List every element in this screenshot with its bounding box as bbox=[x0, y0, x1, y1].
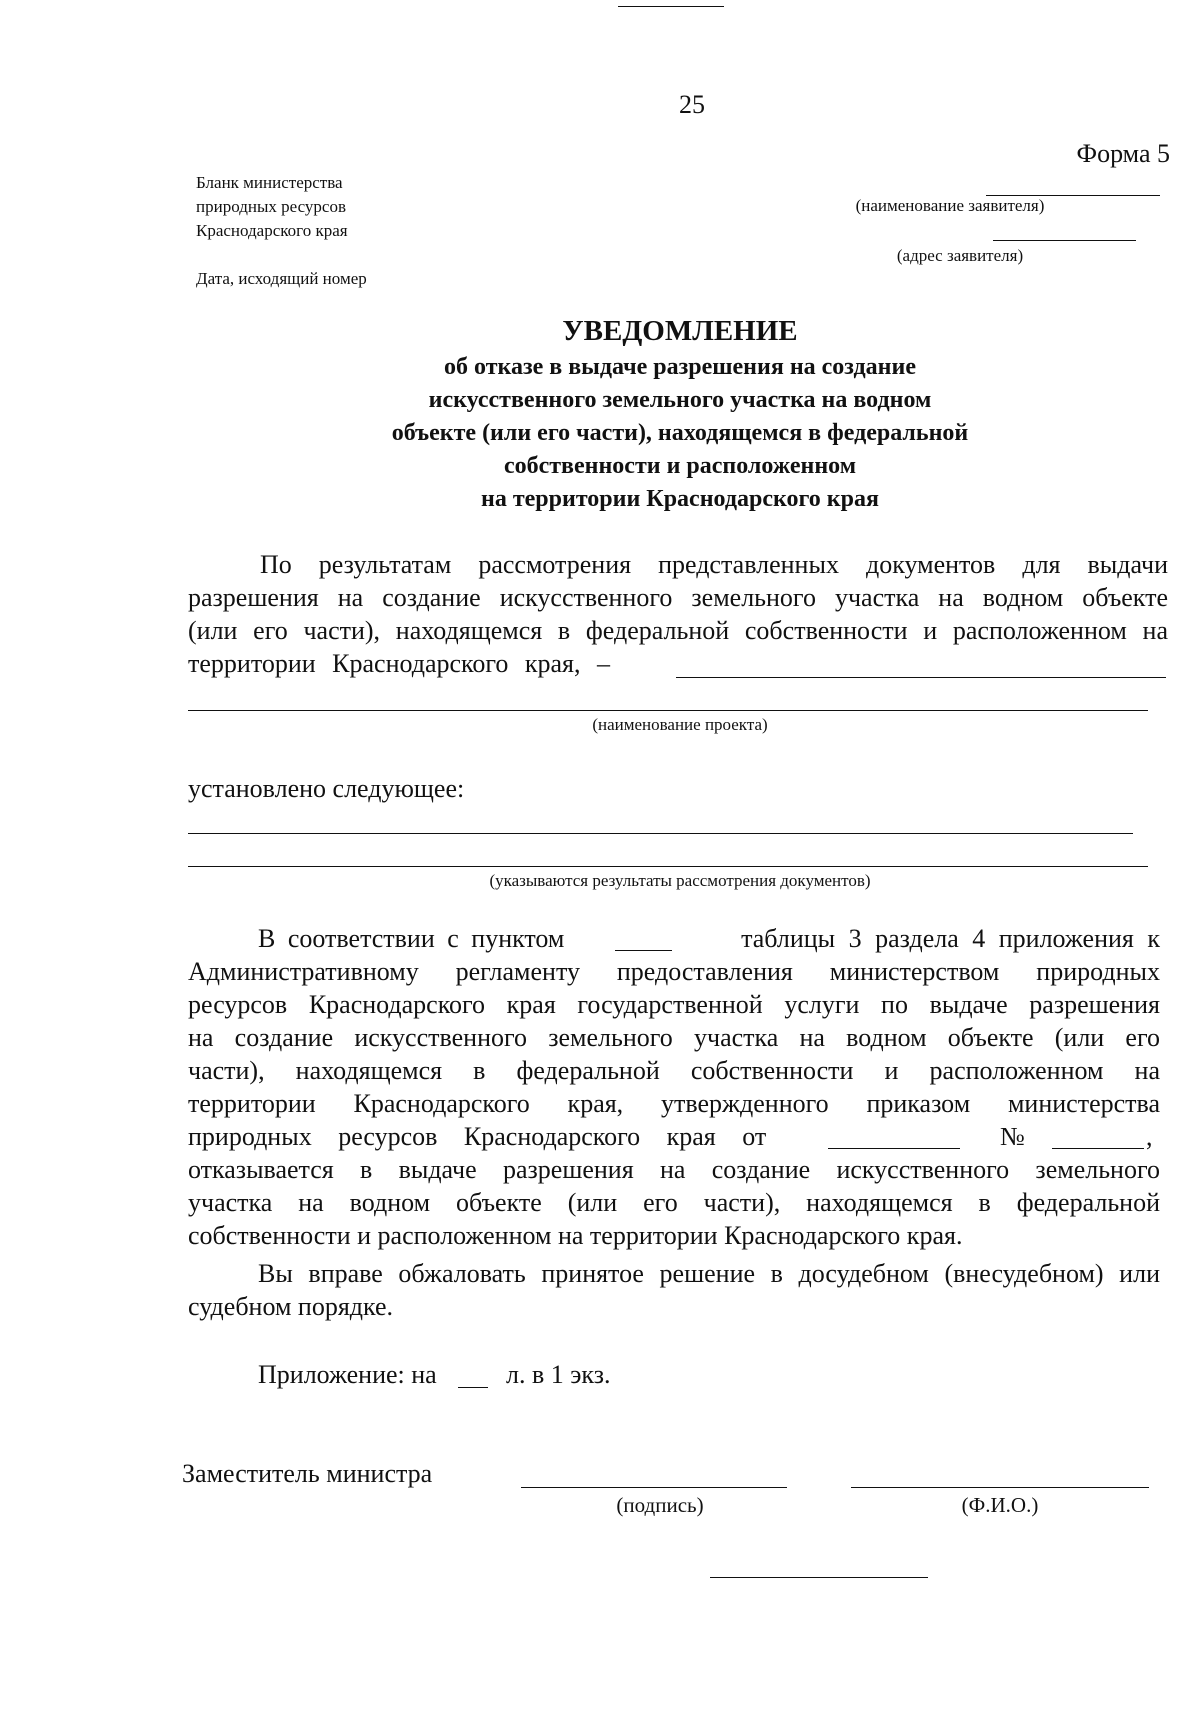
decision-line-7-start: природных ресурсов Краснодарского края от bbox=[188, 1122, 767, 1151]
subtitle-line-2: искусственного земельного участка на водном bbox=[428, 387, 932, 413]
decision-line-4: на создание искусственного земельного участка на водном объекте (или его bbox=[188, 1023, 1160, 1052]
results-line-1 bbox=[188, 833, 1133, 834]
paragraph-appeal bbox=[188, 1257, 1160, 1323]
decision-line-9: участка на водном объекте (или его части), находящемся в федеральной bbox=[188, 1188, 1160, 1217]
project-name-line-2 bbox=[188, 710, 1148, 711]
attachment-suffix: л. в 1 экз. bbox=[506, 1360, 611, 1389]
review-line-3: (или его части), находящемся в федеральной собственности и расположенном на bbox=[188, 616, 1168, 645]
form-label: Форма 5 bbox=[1076, 139, 1170, 168]
review-line-4 bbox=[188, 647, 1168, 680]
decision-line-6: территории Краснодарского края, утвержденного приказом министерства bbox=[188, 1089, 1160, 1118]
attachment-pages-blank bbox=[458, 1387, 488, 1388]
review-line-2: разрешения на создание искусственного земельного участка на водном объекте bbox=[188, 583, 1168, 612]
decision-line-1 bbox=[188, 922, 1160, 955]
results-line-2 bbox=[188, 866, 1148, 867]
signature-line bbox=[521, 1487, 787, 1488]
project-name-line-1 bbox=[676, 677, 1166, 678]
results-caption: (указываются результаты рассмотрения документов) bbox=[489, 871, 871, 890]
notice-subtitle bbox=[250, 351, 1110, 516]
signatory-position: Заместитель министра bbox=[182, 1459, 433, 1488]
decision-line-7-comma: , bbox=[1146, 1122, 1153, 1151]
order-number-blank bbox=[1052, 1148, 1144, 1149]
subtitle-line-1: об отказе в выдаче разрешения на создание bbox=[444, 354, 916, 380]
notice-heading: УВЕДОМЛЕНИЕ bbox=[562, 315, 798, 347]
decision-line-1-start: В соответствии с пунктом bbox=[258, 924, 565, 953]
subtitle-line-5: на территории Краснодарского края bbox=[481, 486, 879, 512]
signature-caption: (подпись) bbox=[616, 1493, 704, 1517]
decision-line-1-end: таблицы 3 раздела 4 приложения к bbox=[741, 924, 1160, 953]
attachment-line bbox=[258, 1358, 758, 1391]
project-name-caption: (наименование проекта) bbox=[592, 715, 768, 734]
review-last-line: территории Краснодарского края, – bbox=[188, 649, 611, 678]
applicant-name-caption: (наименование заявителя) bbox=[855, 196, 1045, 215]
appeal-line-2: судебном порядке. bbox=[188, 1292, 394, 1321]
order-date-blank bbox=[828, 1148, 960, 1149]
full-name-line bbox=[851, 1487, 1149, 1488]
subtitle-line-3: объекте (или его части), находящемся в федеральной bbox=[391, 420, 969, 446]
review-line-1: По результатам рассмотрения представленных документов для выдачи bbox=[260, 550, 1168, 579]
full-name-caption: (Ф.И.О.) bbox=[961, 1493, 1039, 1517]
page-number: 25 bbox=[679, 90, 705, 119]
order-number-sign: № bbox=[1000, 1122, 1025, 1151]
decision-line-8: отказывается в выдаче разрешения на создание искусственного земельного bbox=[188, 1155, 1160, 1184]
established-label: установлено следующее: bbox=[188, 774, 465, 803]
letterhead-line-1: Бланк министерства bbox=[196, 173, 343, 192]
notice-title bbox=[250, 313, 1110, 349]
bottom-divider bbox=[710, 1577, 928, 1578]
decision-line-7 bbox=[188, 1120, 1160, 1153]
decision-line-5: части), находящемся в федеральной собственности и расположенном на bbox=[188, 1056, 1160, 1085]
letterhead bbox=[196, 171, 496, 243]
applicant-address-line bbox=[993, 240, 1136, 241]
subtitle-line-4: собственности и расположенном bbox=[503, 453, 857, 479]
clause-number-blank bbox=[615, 950, 672, 951]
letterhead-line-3: Краснодарского края bbox=[196, 221, 348, 240]
appeal-line-1: Вы вправе обжаловать принятое решение в досудебном (внесудебном) или bbox=[258, 1259, 1160, 1288]
date-number-label: Дата, исходящий номер bbox=[196, 269, 367, 288]
decision-line-3: ресурсов Краснодарского края государственной услуги по выдаче разрешения bbox=[188, 990, 1160, 1019]
top-divider bbox=[618, 6, 724, 7]
decision-line-2: Административному регламенту предоставления министерством природных bbox=[188, 957, 1160, 986]
paragraph-review bbox=[188, 548, 1168, 680]
decision-line-10: собственности и расположенном на территории Краснодарского края. bbox=[188, 1221, 963, 1250]
letterhead-line-2: природных ресурсов bbox=[196, 197, 346, 216]
applicant-address-caption: (адрес заявителя) bbox=[896, 246, 1024, 265]
paragraph-decision bbox=[188, 922, 1160, 1252]
attachment-prefix: Приложение: на bbox=[258, 1360, 437, 1389]
